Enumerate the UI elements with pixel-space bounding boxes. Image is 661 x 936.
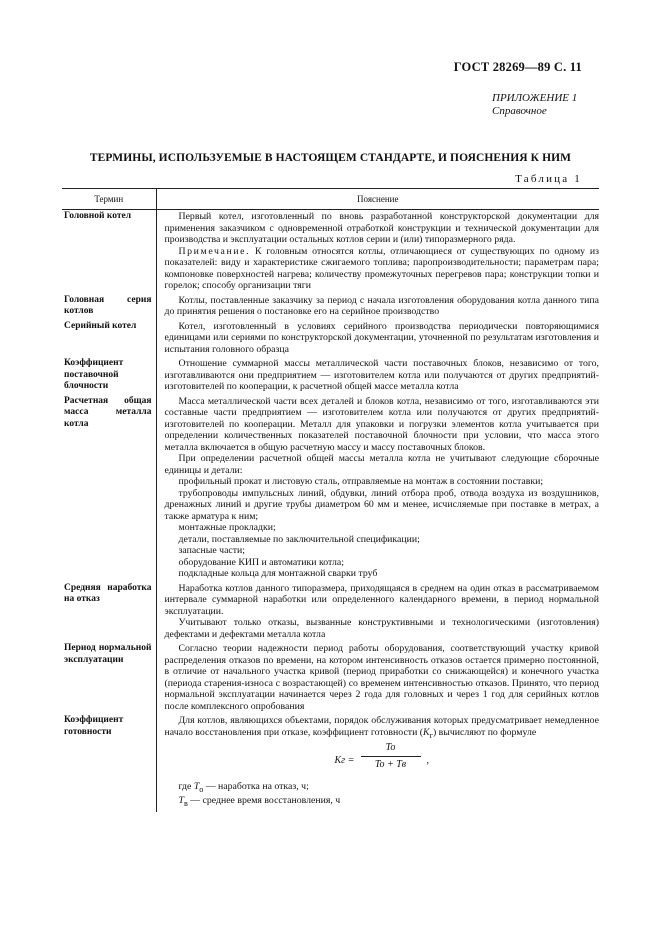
formula-numerator: To bbox=[385, 741, 396, 753]
where-line bbox=[165, 795, 600, 809]
explanation-paragraph bbox=[165, 715, 600, 741]
where-definition: — среднее время восстановления, ч bbox=[190, 795, 341, 807]
explanation-cell bbox=[156, 210, 599, 294]
explanation-cell bbox=[156, 582, 599, 643]
explanation-paragraph: Учитывают только отказы, вызванные конструктивными и технологическими (изготовления) дефектами и дефектами металла котла bbox=[164, 617, 599, 640]
table-label: Таблица 1 bbox=[515, 173, 582, 185]
standard-code-header: ГОСТ 28269—89 С. 11 bbox=[453, 60, 582, 74]
explanation-paragraph: Котлы, поставленные заказчику за период с начала изготовления оборудования котла данного типа до принятия решения о постановке его на серийное производство bbox=[164, 294, 599, 317]
explanation-paragraph: Наработка котлов данного типоразмера, приходящаяся в среднем на один отказ в рассматриваемом интервале суммарной наработки или определенного календарного времени, в период нормальной эксплуатации. bbox=[164, 582, 599, 617]
list-item: запасные части; bbox=[178, 545, 246, 556]
explanation-paragraph: При определении расчетной общей массы металла котла не учитывают следующие сборочные единицы и детали: bbox=[164, 453, 599, 476]
note-text: К головным относятся котлы, отличающиеся от существующих по одному из показателей: виду и характеристике сжигаемого топлива; паропроизводительности; параметрам пара; компоновке поверхностей нагрева; количеству промежуточных перегревов пара; конструкции топки и горелок; способу организации тяги bbox=[164, 245, 599, 291]
symbol-subscript: o bbox=[199, 784, 204, 794]
table-row bbox=[62, 395, 599, 582]
section-title: ТЕРМИНЫ, ИСПОЛЬЗУЕМЫЕ В НАСТОЯЩЕМ СТАНДАРТЕ, И ПОЯСНЕНИЯ К НИМ bbox=[89, 152, 572, 164]
explanation-paragraph: Согласно теории надежности период работы оборудования, соответствующий участку кривой распределения отказов по времени, на котором интенсивность отказов остается примерно постоянной, в отличие от начального участка кривой (период приработки со снижающейся) и конечного участка (периода старения-износа с возрастающей) со временем интенсивностью отказов. Принято, что период нормальной эксплуатации начинается через 2 года для головных и через 1 год для серийных котлов после комплексного опробования bbox=[164, 643, 599, 712]
table-row bbox=[62, 320, 599, 358]
table-row bbox=[62, 357, 599, 395]
term-cell: Головной котел bbox=[62, 210, 156, 294]
term-cell: Средняя наработка на отказ bbox=[62, 582, 156, 643]
note-paragraph bbox=[165, 246, 600, 292]
explanation-cell bbox=[156, 320, 599, 358]
where-word: где bbox=[178, 780, 192, 792]
explanation-cell bbox=[156, 395, 599, 582]
appendix-label: ПРИЛОЖЕНИЕ 1 bbox=[492, 92, 578, 104]
symbol-t: T bbox=[193, 780, 200, 792]
explanation-cell bbox=[156, 357, 599, 395]
symbol-subscript: в bbox=[183, 799, 188, 809]
list-item: подкладные кольца для монтажной сварки труб bbox=[178, 568, 378, 579]
explanation-cell bbox=[156, 294, 599, 320]
formula-denominator: To + Tв bbox=[374, 758, 407, 770]
formula-tail: , bbox=[426, 754, 429, 766]
column-header-term: Термин bbox=[62, 189, 156, 210]
fraction-bar bbox=[361, 756, 421, 757]
term-cell: Серийный котел bbox=[62, 320, 156, 358]
list-item: трубопроводы импульсных линий, обдувки, линий отбора проб, отвода воздуха из воздушников, дренажных линий и другие трубы диаметром 60 мм и менее, исчисляемые при поставке в метрах, а также арматура к ним; bbox=[164, 487, 599, 522]
where-line bbox=[165, 781, 600, 795]
column-header-explanation: Пояснение bbox=[156, 189, 599, 210]
list-item: монтажные прокладки; bbox=[178, 522, 276, 533]
formula-fraction bbox=[361, 741, 421, 772]
term-cell: Головная серия котлов bbox=[62, 294, 156, 320]
explanation-cell bbox=[156, 714, 599, 812]
list-item: детали, поставляемые по заключительной спецификации; bbox=[178, 533, 420, 545]
table-row bbox=[62, 642, 599, 714]
explanation-paragraph: Отношение суммарной массы металлической части поставочных блоков, независимо от того, изготавливаются они предприятием — изготовителем котла или получаются от других предприятий-изготовителей по кооперации, к расчетной общей массе металла котла bbox=[164, 358, 599, 392]
paragraph-text: Для котлов, являющихся объектами, порядок обслуживания которых предусматривает немедленное начало восстановления при отказе, коэффициент готовности ( bbox=[164, 715, 599, 738]
paragraph-text: ) вычисляют по формуле bbox=[432, 726, 537, 738]
table-row bbox=[62, 294, 599, 320]
table-row bbox=[62, 210, 599, 294]
list-item: оборудование КИП и автоматики котла; bbox=[178, 556, 344, 568]
table-row bbox=[62, 714, 599, 812]
explanation-paragraph: Первый котел, изготовленный по вновь разработанной конструкторской документации для применения заказчиком с одновременной отработкой конструкции и технической документации для производства и эксплуатации остальных котлов серии и (или) типоразмерного ряда. bbox=[164, 211, 599, 245]
table-header-row bbox=[62, 189, 599, 210]
explanation-paragraph: Котел, изготовленный в условиях серийного производства периодически повторяющимися единицами или сериями по конструкторской документации, уточненной по результатам изготовления и испытания головного образца bbox=[164, 320, 599, 355]
list-item: профильный прокат и листовую сталь, отправляемые на монтаж в состоянии поставки; bbox=[178, 476, 544, 487]
table-row bbox=[62, 582, 599, 643]
note-label: Примечание. bbox=[178, 245, 251, 257]
term-cell: Расчетная общая масса металла котла bbox=[62, 395, 156, 582]
term-cell: Коэффициент поставочной блочности bbox=[62, 357, 156, 395]
symbol-k: K bbox=[423, 726, 430, 738]
symbol-t: T bbox=[178, 795, 184, 807]
term-cell: Период нормальной эксплуатации bbox=[62, 642, 156, 714]
terms-table bbox=[62, 188, 599, 812]
availability-formula bbox=[165, 741, 600, 781]
where-definition: — наработка на отказ, ч; bbox=[205, 780, 309, 792]
explanation-paragraph: Масса металлической части всех деталей и блоков котла, независимо от того, изготавливаются эти составные части предприятием — изготовителем котла или получаются от других предприятий-изготовителей по кооперации. Металл для упаковки и погрузки элементов котла учитывается при определении количественных показателей поставочной блочности при условии, что масса этого металла включается в общую расчетную массу и массу поставочных блоков. bbox=[164, 395, 599, 453]
term-cell: Коэффициент готовности bbox=[62, 714, 156, 812]
appendix-kind: Справочное bbox=[492, 105, 547, 117]
appendix-block bbox=[492, 92, 582, 118]
symbol-subscript: г bbox=[429, 730, 433, 740]
formula-lhs: Kг = bbox=[334, 754, 355, 766]
explanation-cell bbox=[156, 642, 599, 714]
